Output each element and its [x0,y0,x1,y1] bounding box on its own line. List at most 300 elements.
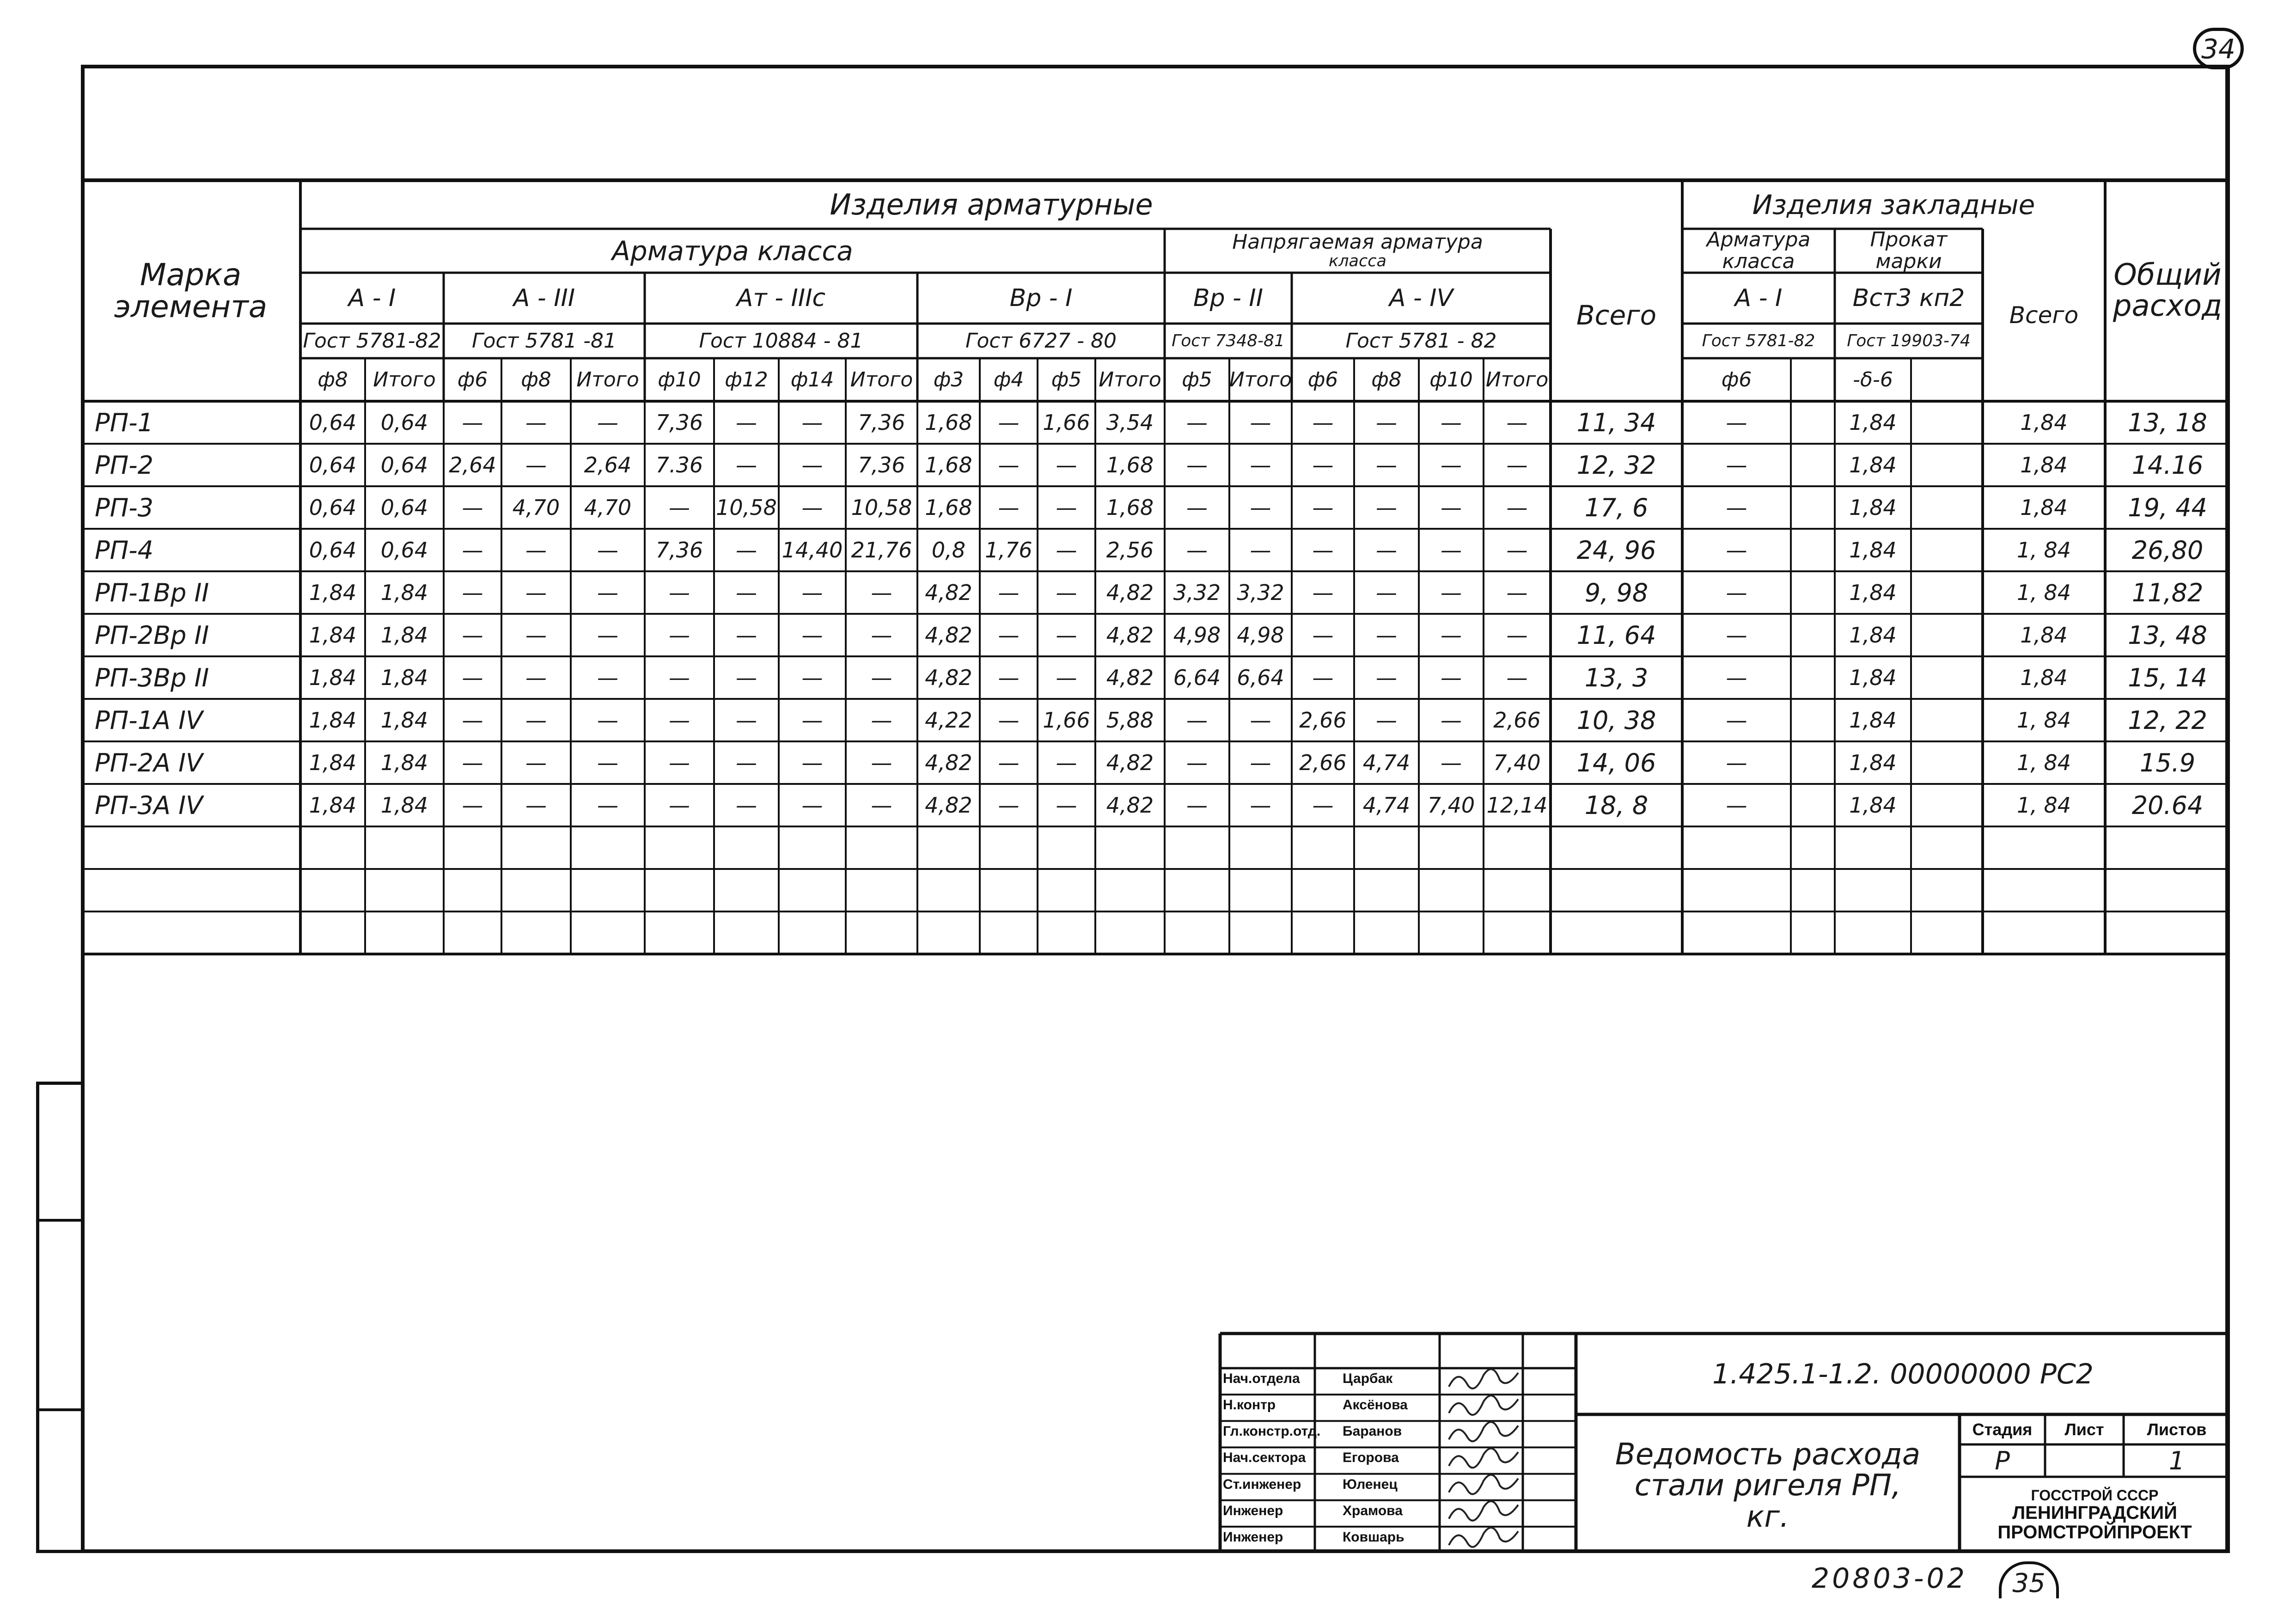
role-label: Нач.отдела [1223,1371,1300,1386]
role-label: Инженер [1223,1503,1283,1518]
table-cell: — [1312,580,1334,605]
organization-name [1960,1477,2230,1553]
table-cell: — [871,750,892,775]
table-cell: — [1186,793,1208,818]
table-cell: — [871,708,892,733]
table-cell: — [871,580,892,605]
signature [1449,1528,1518,1547]
table-cell: — [1186,538,1208,563]
table-cell: — [462,665,483,690]
subheader-cell: Итого [1099,368,1161,392]
table-cell: 4,82 [925,580,972,605]
header-rolled-steel-line: Прокат [1870,229,1948,252]
column-header-mark-line: Марка [140,257,242,293]
table-cell: — [801,708,823,733]
header-prestressed-line: Напрягаемая арматура [1232,230,1483,254]
table-cell: 13, 48 [2128,620,2207,650]
row-mark: РП-4 [95,535,154,565]
subheader-cell: Итого [1485,368,1549,392]
table-cell: 1,84 [1849,495,1897,520]
table-cell: — [1312,410,1334,435]
table-cell: 14, 06 [1576,748,1656,777]
table-cell: — [1441,623,1462,648]
table-cell: — [871,665,892,690]
table-cell: 7,36 [655,538,703,563]
table-cell: — [1312,453,1334,477]
header-embedded-armature-line: Арматура [1706,229,1811,252]
table-cell: 10,58 [716,495,777,520]
table-cell: 12, 32 [1576,450,1656,480]
table-cell: 1, 84 [2016,708,2071,733]
table-cell: 1,84 [2020,453,2068,477]
table-cell: — [1726,580,1747,605]
table-cell: — [525,665,547,690]
table-cell: 26,80 [2131,535,2204,565]
table-cell: 4,82 [1106,623,1154,648]
subheader-cell: ф12 [725,368,768,392]
table-cell: — [669,623,690,648]
table-cell: — [801,750,823,775]
table-cell: — [1441,495,1462,520]
table-cell: — [1726,750,1747,775]
gost-header: Гост 5781-82 [303,329,441,353]
organization-name-line: ГОССТРОЙ СССР [2031,1487,2159,1504]
column-header-total-line: расход [2113,289,2223,323]
table-cell: — [462,793,483,818]
group-header-armature: Изделия арматурные [830,188,1153,221]
row-mark: РП-1 [95,408,154,437]
table-cell: — [1441,665,1462,690]
table-cell: 1,68 [925,453,972,477]
role-label: Н.контр [1223,1397,1276,1413]
table-cell: — [462,410,483,435]
row-mark: РП-2А IV [95,748,203,777]
signature [1449,1475,1518,1494]
table-cell: 12, 22 [2128,705,2207,735]
table-cell: — [1506,538,1528,563]
table-cell: 1,84 [1849,750,1897,775]
class-header: А - IV [1389,284,1453,312]
table-cell: 1,84 [380,793,428,818]
table-cell: — [462,750,483,775]
subheader-cell: ф5 [1051,368,1082,392]
table-cell: — [1506,580,1528,605]
group-header-embedded: Изделия закладные [1752,189,2035,220]
table-cell: 1, 84 [2016,750,2071,775]
table-cell: 11, 34 [1576,408,1656,437]
gost-header: Гост 6727 - 80 [965,329,1117,353]
gost-header: Гост 19903-74 [1847,331,1971,350]
column-header-total-armature: Всего [1576,299,1657,331]
table-cell: — [736,793,757,818]
table-cell: — [462,495,483,520]
class-header: Вр - II [1193,284,1264,312]
subheader-cell: Итого [1229,368,1292,392]
table-cell: — [669,580,690,605]
table-cell: 1,84 [1849,665,1897,690]
subheader-cell: ф6 [457,368,488,392]
table-cell: 1,68 [925,495,972,520]
subheader-cell: ф4 [993,368,1024,392]
document-code: 1.425.1-1.2. 00000000 РС2 [1712,1358,2094,1390]
table-cell: — [801,580,823,605]
table-cell: 7,36 [858,410,905,435]
sheet-number-top: 34 [2193,28,2244,69]
person-name: Храмова [1343,1503,1403,1518]
gost-header: Гост 7348-81 [1172,331,1285,350]
table-cell: — [1312,623,1334,648]
table-cell: 1,84 [380,580,428,605]
table-cell: — [1376,410,1397,435]
table-cell: 9, 98 [1584,578,1649,607]
table-cell: 0,64 [309,495,357,520]
table-cell: 21,76 [851,538,912,563]
table-cell: 1,84 [309,665,357,690]
table-cell: 17, 6 [1584,493,1649,522]
table-cell: 1,84 [2020,410,2068,435]
subheader-cell: ф8 [521,368,551,392]
table-cell: — [669,495,690,520]
table-cell: — [998,793,1020,818]
table-cell: — [597,793,618,818]
table-cell: — [1056,793,1077,818]
table-cell: 1, 84 [2016,793,2071,818]
table-cell: 4,98 [1173,623,1221,648]
table-cell: — [801,495,823,520]
table-cell: — [1056,580,1077,605]
sheets-label: Листов [2147,1419,2207,1439]
class-header: А - III [513,284,575,312]
table-cell: — [525,793,547,818]
table-cell: 19, 44 [2128,493,2207,522]
table-cell: — [669,708,690,733]
table-cell: — [1726,665,1747,690]
table-cell: 7,36 [858,453,905,477]
subheader-cell: Итого [576,368,639,392]
table-cell: — [525,410,547,435]
role-label: Инженер [1223,1529,1283,1545]
table-cell: — [736,453,757,477]
table-cell: — [1376,495,1397,520]
table-cell: 1,84 [309,793,357,818]
table-cell: — [998,750,1020,775]
table-cell: 1,84 [309,623,357,648]
table-cell: 14,40 [782,538,843,563]
table-cell: 7,40 [1427,793,1475,818]
table-cell: — [1250,793,1271,818]
class-header: Вст3 кп2 [1852,284,1965,312]
row-mark: РП-3 [95,493,154,522]
table-cell: 4,74 [1362,750,1411,775]
gost-header: Гост 5781-82 [1702,331,1815,350]
class-header: А - I [1734,284,1783,312]
table-cell: — [1056,623,1077,648]
table-cell: — [998,708,1020,733]
table-cell: — [1506,665,1528,690]
table-cell: 4,82 [1106,750,1154,775]
signature [1449,1449,1518,1468]
table-cell: — [597,623,618,648]
table-cell: — [1726,453,1747,477]
table-cell: 1,84 [1849,453,1897,477]
table-cell: — [525,623,547,648]
row-mark: РП-3А IV [95,790,203,820]
person-name: Егорова [1343,1450,1399,1466]
table-cell: — [525,453,547,477]
table-cell: 7.36 [655,453,703,477]
table-cell: — [1726,708,1747,733]
row-mark: РП-3Вр II [95,663,209,692]
table-cell: — [1250,750,1271,775]
gost-header: Гост 5781 -81 [471,329,617,353]
table-cell: — [871,793,892,818]
stage-label: Стадия [1972,1419,2033,1439]
subheader-cell: ф6 [1307,368,1338,392]
signature [1449,1422,1518,1441]
table-cell: — [1250,495,1271,520]
table-cell: 1,84 [380,750,428,775]
gost-header: Гост 10884 - 81 [699,329,863,353]
class-header: Ат - IIIс [736,284,826,312]
table-cell: 0,64 [309,453,357,477]
table-cell: — [1186,708,1208,733]
table-cell: 4,70 [512,495,560,520]
table-cell: — [1056,750,1077,775]
table-cell: 1,84 [309,708,357,733]
table-cell: 6,64 [1237,665,1284,690]
table-cell: — [525,580,547,605]
organization-name-line: ПРОМСТРОЙПРОЕКТ [1997,1522,2192,1543]
role-label: Гл.констр.отд. [1223,1424,1321,1439]
signature [1449,1501,1518,1521]
table-cell: — [1186,495,1208,520]
table-cell: 11,82 [2131,578,2204,607]
table-cell: — [1312,495,1334,520]
table-cell: 2,64 [584,453,632,477]
table-cell: — [1506,410,1528,435]
header-prestressed-line: класса [1329,252,1386,271]
table-cell: — [1056,665,1077,690]
column-header-total-line: Общий [2113,257,2222,292]
table-cell: 1,84 [1849,793,1897,818]
table-cell: 6,64 [1173,665,1221,690]
table-cell: — [1506,623,1528,648]
table-cell: — [669,750,690,775]
sheet-title [1576,1424,1960,1548]
table-cell: — [998,665,1020,690]
table-cell: 1,68 [1106,453,1154,477]
sheet-number-bottom: 35 [1999,1561,2059,1598]
table-cell: 1,84 [1849,623,1897,648]
class-header: А - I [348,284,396,312]
person-name: Баранов [1343,1424,1402,1439]
subheader-cell: ф10 [1429,368,1473,392]
class-header: Вр - I [1009,284,1073,312]
table-cell: 2,56 [1106,538,1154,563]
table-cell: 12,14 [1486,793,1548,818]
table-cell: — [1441,580,1462,605]
table-cell: — [462,623,483,648]
table-cell: — [597,538,618,563]
table-cell: — [597,410,618,435]
table-cell: 4,22 [925,708,972,733]
header-rolled-steel-line: марки [1875,249,1942,273]
table-cell: — [1376,665,1397,690]
role-label: Нач.сектора [1223,1450,1306,1466]
table-cell: — [1726,793,1747,818]
table-cell: 13, 18 [2128,408,2207,437]
person-name: Царбак [1343,1371,1393,1386]
table-cell: 11, 64 [1576,620,1656,650]
table-cell: 4,82 [925,623,972,648]
table-cell: 3,32 [1173,580,1221,605]
table-cell: — [1441,538,1462,563]
table-cell: 1,84 [380,665,428,690]
table-cell: — [871,623,892,648]
table-cell: — [1441,708,1462,733]
table-cell: 4,74 [1362,793,1411,818]
subheader-cell: ф8 [318,368,348,392]
table-cell: — [1726,538,1747,563]
table-cell: 4,82 [1106,665,1154,690]
table-cell: 7,36 [655,410,703,435]
table-cell: — [736,623,757,648]
table-cell: — [1726,495,1747,520]
table-cell: — [998,453,1020,477]
table-cell: — [736,708,757,733]
table-cell: 4,82 [925,793,972,818]
table-cell: — [1056,538,1077,563]
column-header-total-embedded: Всего [2009,301,2079,329]
table-cell: — [1506,453,1528,477]
table-cell: — [1376,538,1397,563]
table-cell: — [462,708,483,733]
table-cell: — [597,708,618,733]
table-cell: 1,84 [1849,580,1897,605]
table-cell: — [1056,453,1077,477]
table-cell: 1, 84 [2016,580,2071,605]
table-cell: 24, 96 [1576,535,1656,565]
sheet-title-line: Ведомость расхода [1615,1438,1921,1472]
table-cell: 1,84 [2020,495,2068,520]
table-cell: 4,98 [1237,623,1284,648]
subheader-cell: ф5 [1182,368,1212,392]
table-cell: — [1250,410,1271,435]
table-cell: — [597,580,618,605]
table-cell: — [998,495,1020,520]
table-cell: — [736,665,757,690]
table-cell: 3,54 [1106,410,1154,435]
table-cell: — [998,580,1020,605]
table-cell: — [801,793,823,818]
table-cell: — [1312,793,1334,818]
table-cell: — [1726,623,1747,648]
table-cell: — [1250,708,1271,733]
table-cell: — [1441,453,1462,477]
table-cell: 1,84 [2020,623,2068,648]
row-mark: РП-1А IV [95,705,203,735]
table-cell: — [1250,453,1271,477]
table-cell: 1,68 [1106,495,1154,520]
table-cell: — [597,665,618,690]
table-cell: 1,84 [380,708,428,733]
table-cell: — [669,665,690,690]
row-mark: РП-2 [95,450,154,480]
table-cell: 0,64 [380,410,428,435]
person-name: Юленец [1343,1476,1398,1492]
column-header-mark-line: элемента [114,289,268,324]
table-cell: — [736,538,757,563]
table-cell: — [801,453,823,477]
sheet-label: Лист [2064,1419,2104,1439]
table-cell: 1,84 [2020,665,2068,690]
subheader-cell: ф6 [1721,368,1752,392]
table-cell: 18, 8 [1584,790,1649,820]
table-cell: 15, 14 [2128,663,2207,692]
table-cell: — [998,623,1020,648]
table-cell: 1,76 [985,538,1032,563]
subheader-cell: Итого [850,368,913,392]
table-cell: 1,84 [1849,538,1897,563]
table-cell: 4,82 [925,665,972,690]
table-cell: 4,82 [925,750,972,775]
table-cell: 0,64 [380,453,428,477]
table-cell: — [1186,453,1208,477]
table-cell: — [1376,453,1397,477]
organization-name-line: ЛЕНИНГРАДСКИЙ [2012,1503,2177,1523]
table-cell: — [736,580,757,605]
table-cell: 4,82 [1106,793,1154,818]
table-cell: 1,66 [1043,410,1090,435]
table-cell: 0,64 [309,410,357,435]
table-cell: — [462,538,483,563]
table-cell: 1,84 [309,750,357,775]
table-cell: — [525,750,547,775]
table-cell: 2,66 [1299,708,1347,733]
table-cell: 10,58 [851,495,912,520]
table-cell: 5,88 [1106,708,1154,733]
table-cell: — [525,538,547,563]
table-cell: — [801,410,823,435]
table-cell: 14.16 [2131,450,2204,480]
table-cell: — [1186,750,1208,775]
table-cell: — [1312,538,1334,563]
table-cell: 13, 3 [1584,663,1649,692]
subheader-cell: Итого [373,368,436,392]
table-cell: — [736,750,757,775]
table-cell: 1,84 [1849,708,1897,733]
archive-code: 20803-02 [1812,1562,1967,1595]
row-mark: РП-1Вр II [95,578,209,607]
table-cell: — [1376,708,1397,733]
table-cell: — [669,793,690,818]
table-cell: 1,84 [309,580,357,605]
table-cell: 1,66 [1043,708,1090,733]
table-cell: 0,64 [380,538,428,563]
stage-value: Р [1995,1446,2010,1475]
table-cell: 4,70 [584,495,632,520]
signature [1449,1369,1518,1389]
subheader-cell: ф14 [790,368,834,392]
table-cell: — [1376,623,1397,648]
sheets-value: 1 [2168,1446,2185,1475]
subheader-cell: ф10 [658,368,701,392]
table-cell: 0,64 [380,495,428,520]
table-cell: — [1186,410,1208,435]
table-cell: — [801,623,823,648]
table-cell: — [736,410,757,435]
table-cell: — [1726,410,1747,435]
